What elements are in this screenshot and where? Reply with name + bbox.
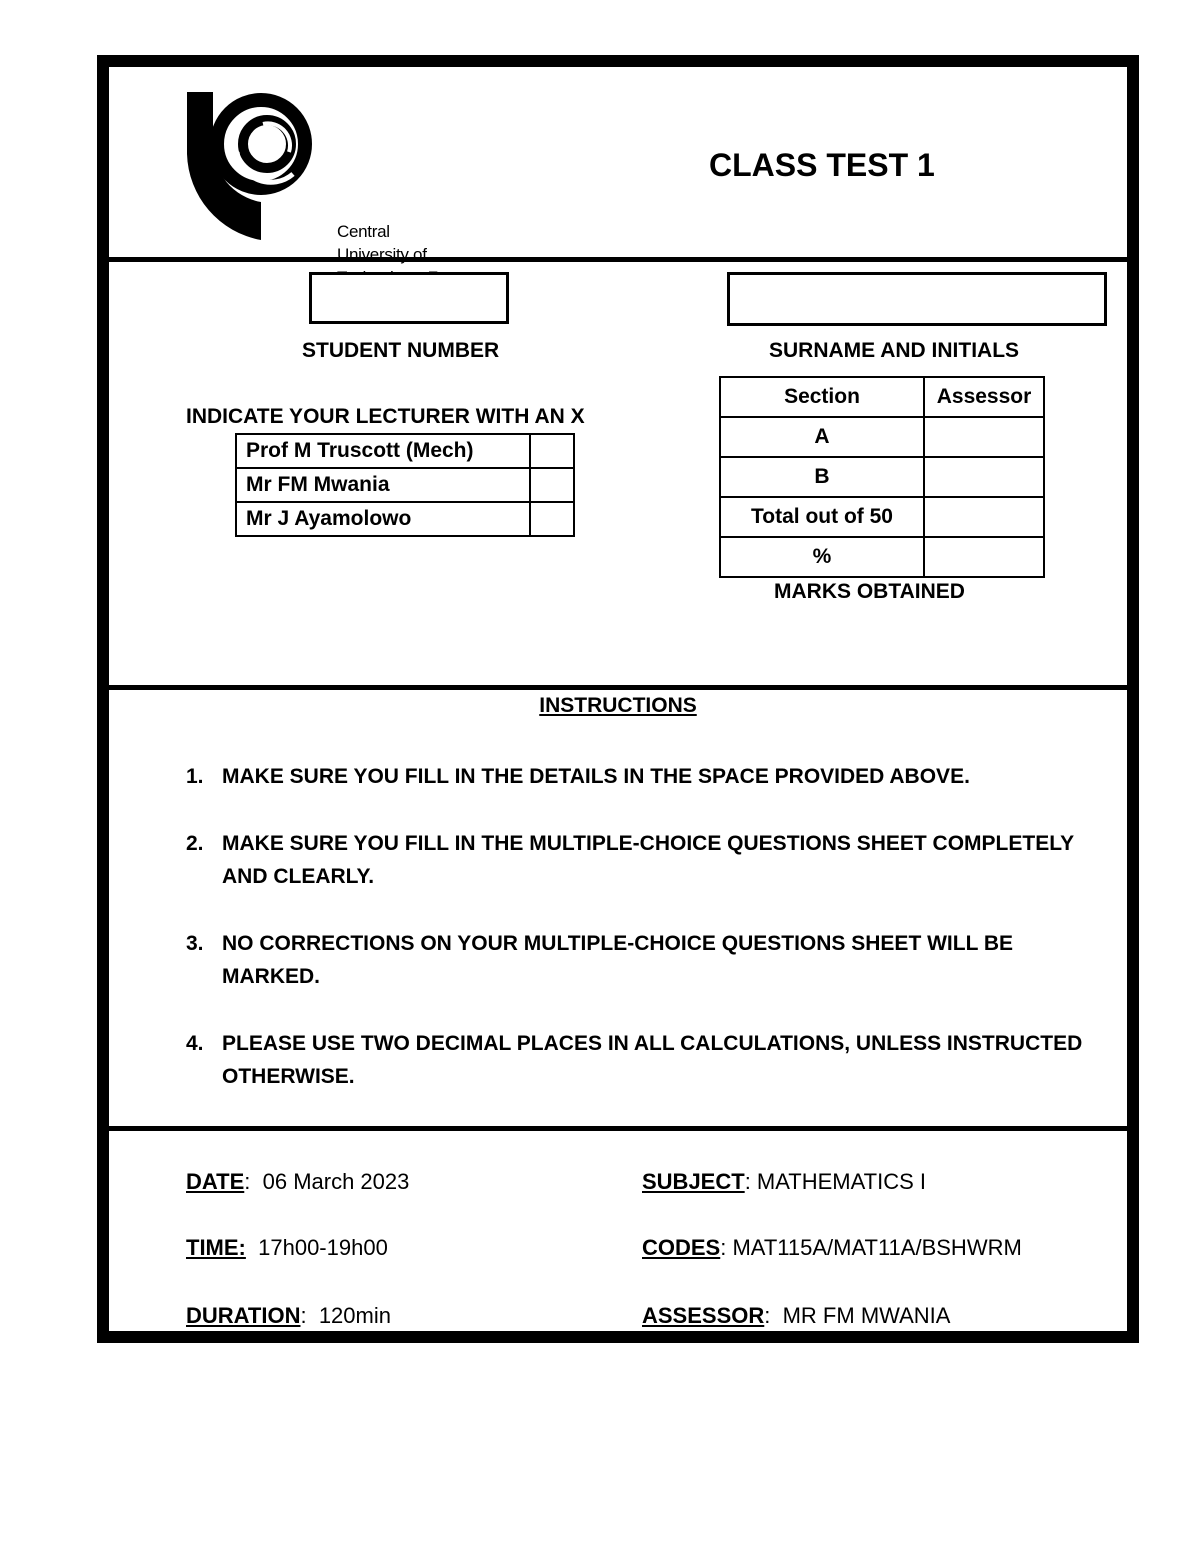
student-number-box[interactable] [309,272,509,324]
subject-value: MATHEMATICS I [756,1169,926,1194]
lecturer-name: Mr J Ayamolowo [236,502,530,536]
subject-label: SUBJECT [642,1169,745,1194]
lecturer-mark-cell[interactable] [530,468,574,502]
codes-label: CODES [642,1235,721,1260]
assessor-cell[interactable] [924,417,1044,457]
instructions-section [109,690,1127,1131]
item-number: 1. [186,765,204,788]
duration-value: 120min [318,1303,391,1328]
item-number: 4. [186,1032,204,1055]
lecturer-mark-cell[interactable] [530,502,574,536]
item-number: 3. [186,932,204,955]
list-item [186,927,1086,993]
codes-row: CODES: MAT115A/MAT11A/BSHWRM [642,1235,1022,1260]
column-header-assessor: Assessor [924,377,1044,417]
instructions-title: INSTRUCTIONS [539,694,697,717]
item-text: MAKE SURE YOU FILL IN THE DETAILS IN THE SPACE PROVIDED ABOVE. [222,765,970,788]
lecturer-mark-cell[interactable] [530,434,574,468]
section-cell: A [720,417,924,457]
time-label: TIME: [186,1235,246,1260]
time-row [186,1235,388,1261]
assessor-row: ASSESSOR: MR FM MWANIA [642,1303,951,1328]
date-label: DATE [186,1169,245,1194]
section-cell: B [720,457,924,497]
date-value: 06 March 2023 [262,1169,410,1194]
codes-value: MAT115A/MAT11A/BSHWRM [732,1235,1022,1260]
lecturer-prompt: INDICATE YOUR LECTURER WITH AN X [186,405,585,428]
header-section [109,67,1127,262]
student-number-label: STUDENT NUMBER [302,339,500,362]
date-row: DATE: 06 March 2023 [186,1169,410,1194]
assessor-value: MR FM MWANIA [782,1303,951,1328]
surname-box[interactable] [727,272,1107,326]
item-text: NO CORRECTIONS ON YOUR MULTIPLE-CHOICE QUESTIONS SHEET WILL BE MARKED. [222,932,1014,988]
duration-row: DURATION: 120min [186,1303,391,1328]
page-title: CLASS TEST 1 [709,147,935,183]
university-name-line1: Central University of [337,222,427,264]
list-item [186,760,1086,793]
marks-table [719,376,1045,578]
details-section [109,262,1127,690]
table-row [720,537,1044,577]
duration-label: DURATION [186,1303,301,1328]
table-row [720,457,1044,497]
test-cover-frame [97,55,1139,1343]
subject-row: SUBJECT: MATHEMATICS I [642,1169,926,1194]
item-text: PLEASE USE TWO DECIMAL PLACES IN ALL CALCULATIONS, UNLESS INSTRUCTED OTHERWISE. [222,1032,1083,1088]
section-cell: % [720,537,924,577]
footer-section [109,1131,1127,1331]
table-header-row [720,377,1044,417]
section-cell: Total out of 50 [720,497,924,537]
university-logo-icon [175,82,315,242]
marks-caption: MARKS OBTAINED [774,580,965,603]
assessor-cell[interactable] [924,497,1044,537]
table-row [236,502,574,536]
assessor-label: ASSESSOR [642,1303,765,1328]
lecturer-name: Prof M Truscott (Mech) [236,434,530,468]
table-row [236,434,574,468]
item-number: 2. [186,832,204,855]
lecturer-table [235,433,575,537]
assessor-cell[interactable] [924,457,1044,497]
time-value: 17h00-19h00 [258,1235,388,1260]
surname-label: SURNAME AND INITIALS [769,339,1020,362]
item-text: MAKE SURE YOU FILL IN THE MULTIPLE-CHOICE QUESTIONS SHEET COMPLETELY AND CLEARLY. [222,832,1074,888]
university-logo [175,82,465,264]
assessor-cell[interactable] [924,537,1044,577]
table-row [720,417,1044,457]
list-item [186,827,1086,893]
lecturer-name: Mr FM Mwania [236,468,530,502]
table-row [720,497,1044,537]
column-header-section: Section [720,377,924,417]
instructions-list [186,760,1086,1127]
list-item [186,1027,1086,1093]
table-row [236,468,574,502]
